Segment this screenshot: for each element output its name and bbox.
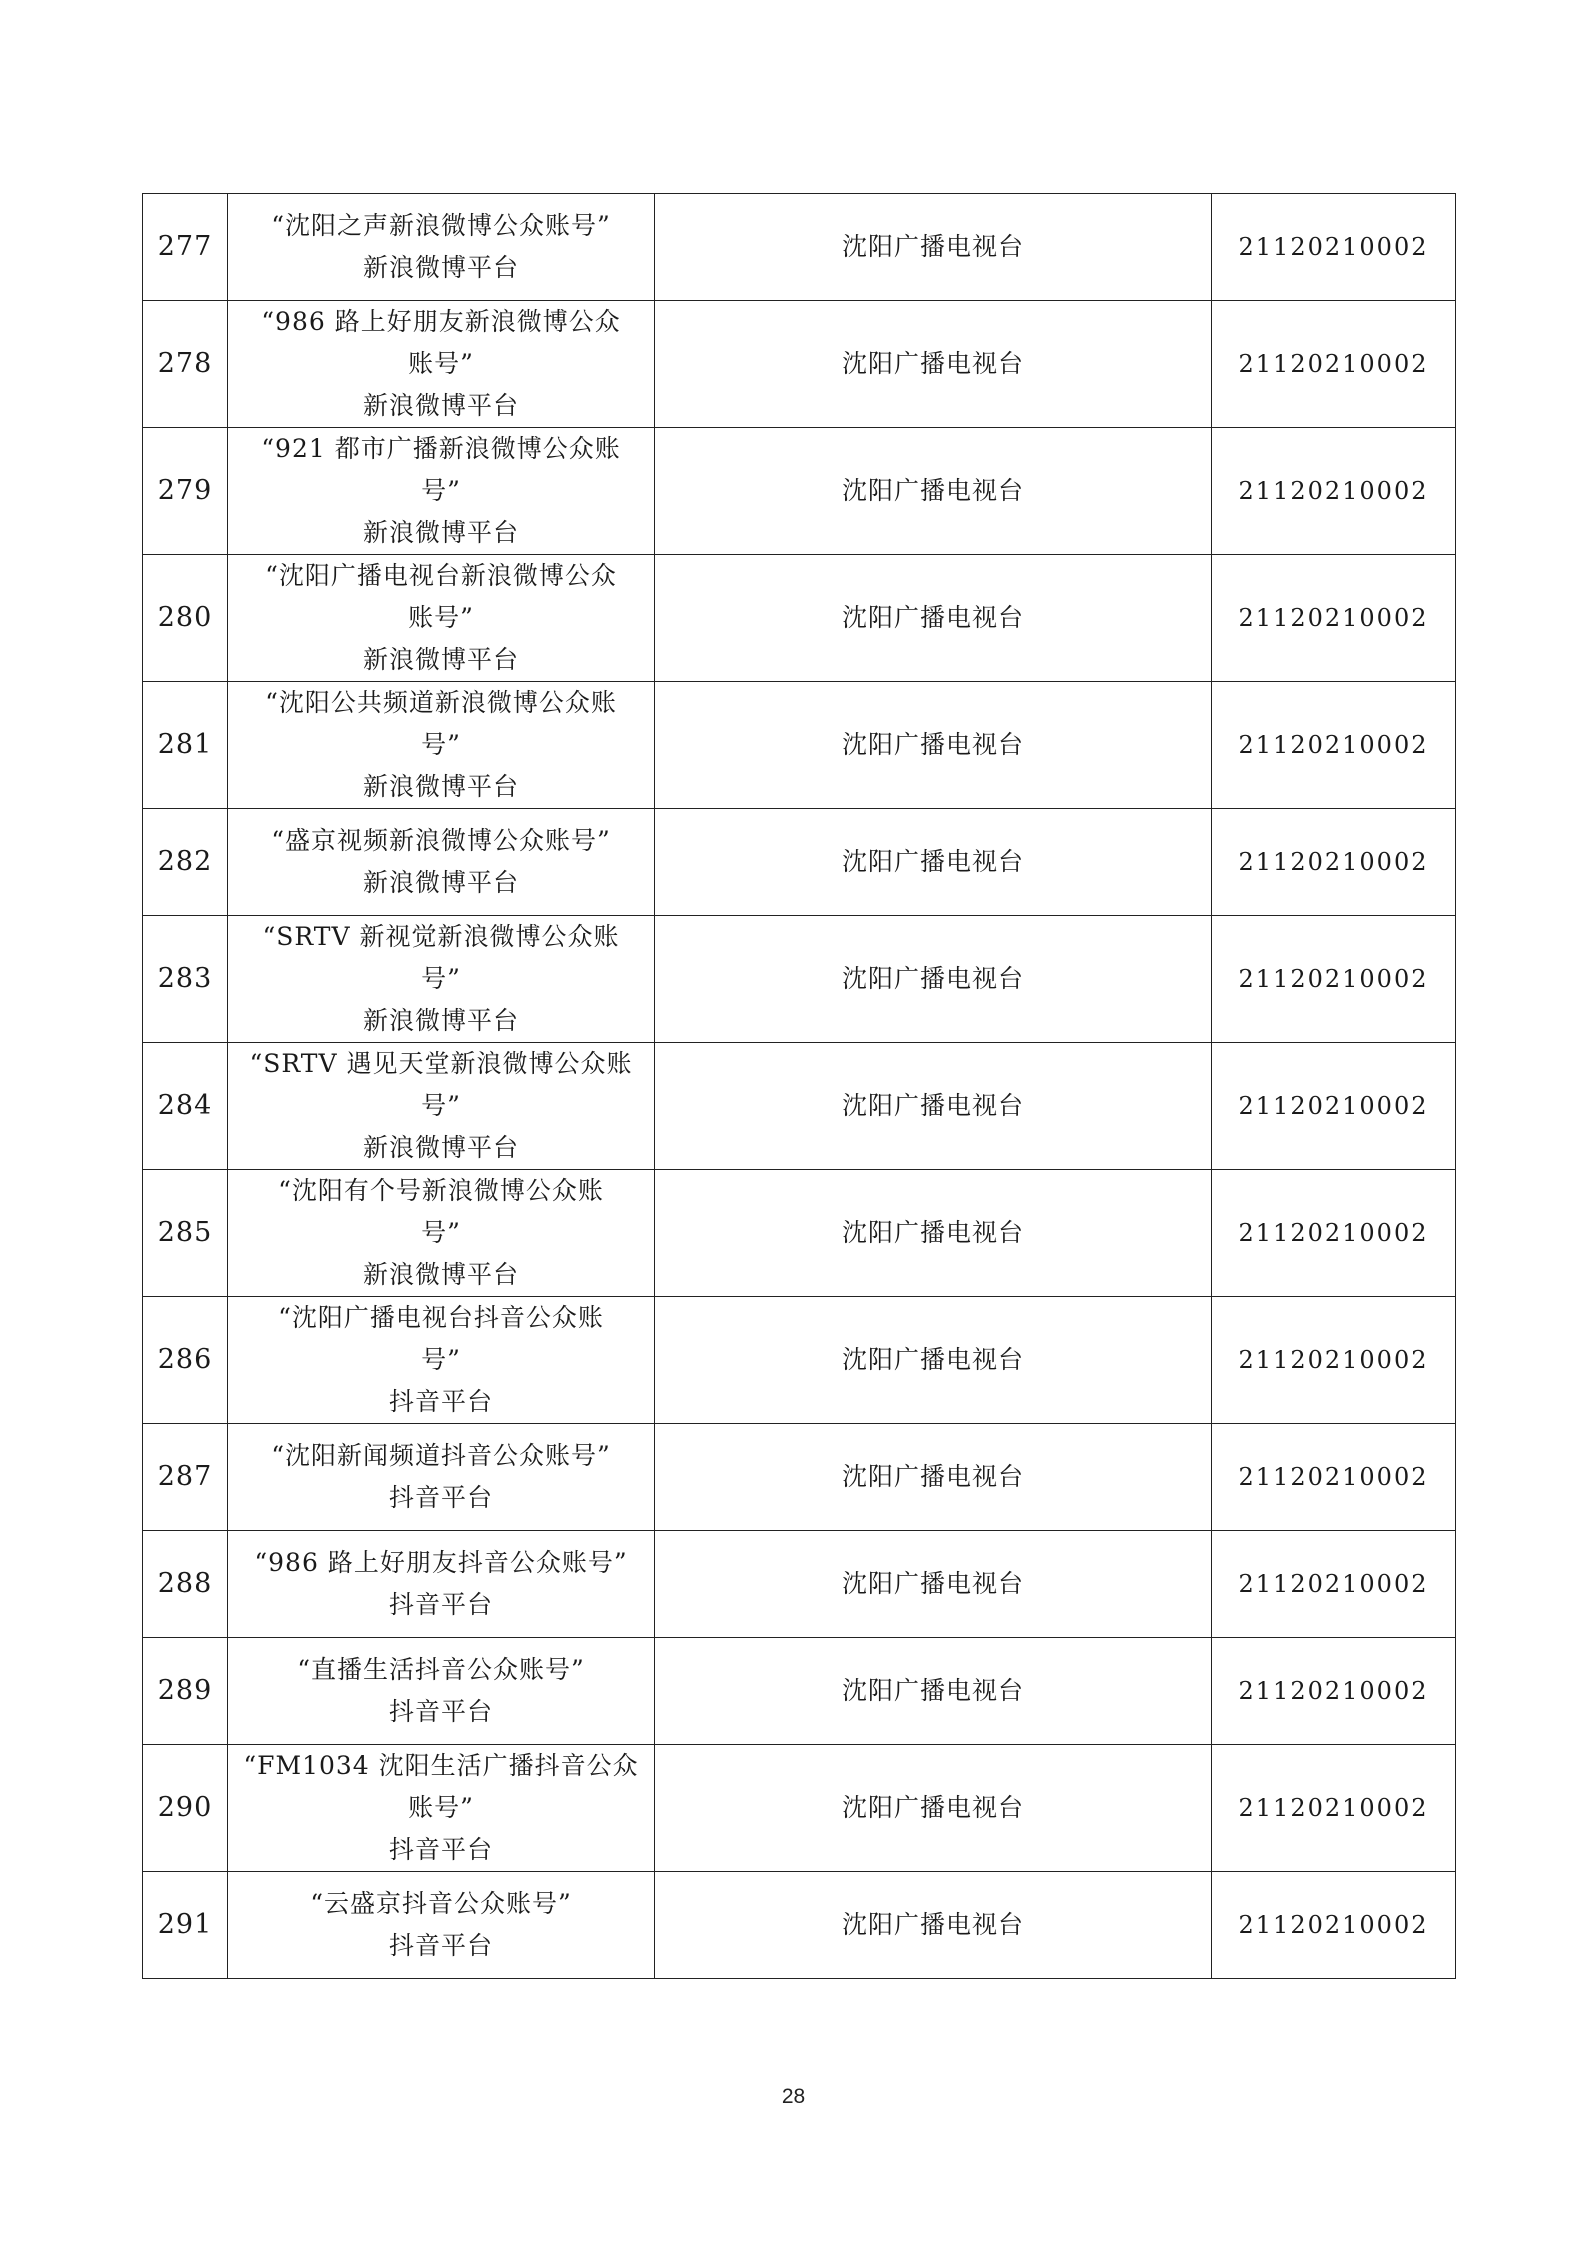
table-row	[143, 555, 1456, 682]
license-number-cell: 21120210002	[1212, 428, 1456, 555]
table-row	[143, 301, 1456, 428]
organization-cell: 沈阳广播电视台	[655, 1043, 1212, 1170]
table-row	[143, 1745, 1456, 1872]
table-row	[143, 916, 1456, 1043]
account-name-line: 号”	[421, 1218, 461, 1247]
table-row	[143, 1531, 1456, 1638]
organization-cell: 沈阳广播电视台	[655, 1170, 1212, 1297]
license-number-cell: 21120210002	[1212, 916, 1456, 1043]
organization-cell: 沈阳广播电视台	[655, 682, 1212, 809]
account-name-line: 号”	[421, 964, 461, 993]
license-number-cell: 21120210002	[1212, 809, 1456, 916]
account-name-line: 抖音平台	[388, 1931, 493, 1960]
license-number-cell: 21120210002	[1212, 682, 1456, 809]
account-name-line: 新浪微博平台	[362, 518, 519, 547]
row-number-cell: 291	[143, 1872, 228, 1979]
organization-cell: 沈阳广播电视台	[655, 1872, 1212, 1979]
license-number-cell: 21120210002	[1212, 1043, 1456, 1170]
row-number-cell: 287	[143, 1424, 228, 1531]
license-table-body	[143, 194, 1456, 1979]
account-name-line: “921 都市广播新浪微博公众账	[261, 434, 621, 463]
license-number-cell: 21120210002	[1212, 1170, 1456, 1297]
account-name-line: “SRTV 新视觉新浪微博公众账	[262, 922, 620, 951]
organization-cell: 沈阳广播电视台	[655, 301, 1212, 428]
account-name-cell	[228, 682, 655, 809]
row-number-cell: 279	[143, 428, 228, 555]
account-name-line: “SRTV 遇见天堂新浪微博公众账	[249, 1049, 633, 1078]
account-name-line: “盛京视频新浪微博公众账号”	[271, 826, 611, 855]
account-name-cell	[228, 1745, 655, 1872]
account-name-line: 新浪微博平台	[362, 391, 519, 420]
account-name-cell	[228, 916, 655, 1043]
table-row	[143, 1638, 1456, 1745]
license-number-cell: 21120210002	[1212, 1531, 1456, 1638]
account-name-cell	[228, 301, 655, 428]
account-name-line: 账号”	[408, 1793, 474, 1822]
account-name-line: 新浪微博平台	[362, 645, 519, 674]
organization-cell: 沈阳广播电视台	[655, 1424, 1212, 1531]
page-number: 28	[781, 2085, 806, 2108]
account-name-line: “沈阳公共频道新浪微博公众账	[265, 688, 617, 717]
account-name-line: “云盛京抖音公众账号”	[310, 1889, 572, 1918]
row-number-cell: 278	[143, 301, 228, 428]
account-name-line: 号”	[421, 476, 461, 505]
table-row	[143, 194, 1456, 301]
account-name-line: “沈阳广播电视台新浪微博公众	[265, 561, 617, 590]
account-name-line: “FM1034 沈阳生活广播抖音公众	[243, 1751, 639, 1780]
account-name-line: “986 路上好朋友抖音公众账号”	[254, 1548, 628, 1577]
account-name-line: “直播生活抖音公众账号”	[297, 1655, 585, 1684]
account-name-cell	[228, 555, 655, 682]
account-name-line: 抖音平台	[388, 1697, 493, 1726]
account-name-cell	[228, 1043, 655, 1170]
account-name-line: “沈阳之声新浪微博公众账号”	[271, 211, 611, 240]
account-name-line: 新浪微博平台	[362, 1260, 519, 1289]
organization-cell: 沈阳广播电视台	[655, 1297, 1212, 1424]
account-name-line: “沈阳广播电视台抖音公众账	[278, 1303, 604, 1332]
account-name-line: 抖音平台	[388, 1483, 493, 1512]
account-name-line: “986 路上好朋友新浪微博公众	[261, 307, 621, 336]
license-number-cell: 21120210002	[1212, 1638, 1456, 1745]
account-name-line: 账号”	[408, 349, 474, 378]
row-number-cell: 285	[143, 1170, 228, 1297]
account-name-line: 新浪微博平台	[362, 868, 519, 897]
account-name-cell	[228, 1872, 655, 1979]
row-number-cell: 277	[143, 194, 228, 301]
account-name-line: 抖音平台	[388, 1387, 493, 1416]
account-name-cell	[228, 1297, 655, 1424]
account-name-line: 账号”	[408, 603, 474, 632]
account-name-cell	[228, 1531, 655, 1638]
organization-cell: 沈阳广播电视台	[655, 809, 1212, 916]
table-row	[143, 1424, 1456, 1531]
row-number-cell: 283	[143, 916, 228, 1043]
organization-cell: 沈阳广播电视台	[655, 1531, 1212, 1638]
account-name-cell	[228, 194, 655, 301]
organization-cell: 沈阳广播电视台	[655, 916, 1212, 1043]
table-row	[143, 1297, 1456, 1424]
row-number-cell: 288	[143, 1531, 228, 1638]
table-row	[143, 1872, 1456, 1979]
license-number-cell: 21120210002	[1212, 301, 1456, 428]
account-name-line: 新浪微博平台	[362, 253, 519, 282]
account-name-cell	[228, 1638, 655, 1745]
account-name-cell	[228, 428, 655, 555]
account-name-line: 号”	[421, 1091, 461, 1120]
license-table	[142, 193, 1456, 1979]
row-number-cell: 284	[143, 1043, 228, 1170]
row-number-cell: 290	[143, 1745, 228, 1872]
table-row	[143, 809, 1456, 916]
account-name-line: 抖音平台	[388, 1835, 493, 1864]
row-number-cell: 289	[143, 1638, 228, 1745]
row-number-cell: 281	[143, 682, 228, 809]
row-number-cell: 280	[143, 555, 228, 682]
account-name-line: 抖音平台	[388, 1590, 493, 1619]
row-number-cell: 282	[143, 809, 228, 916]
license-number-cell: 21120210002	[1212, 1745, 1456, 1872]
account-name-cell	[228, 1170, 655, 1297]
table-row	[143, 428, 1456, 555]
license-number-cell: 21120210002	[1212, 1872, 1456, 1979]
account-name-cell	[228, 809, 655, 916]
account-name-line: 新浪微博平台	[362, 1006, 519, 1035]
account-name-line: “沈阳有个号新浪微博公众账	[278, 1176, 604, 1205]
account-name-line: “沈阳新闻频道抖音公众账号”	[271, 1441, 611, 1470]
table-row	[143, 682, 1456, 809]
organization-cell: 沈阳广播电视台	[655, 1745, 1212, 1872]
table-row	[143, 1043, 1456, 1170]
account-name-line: 号”	[421, 1345, 461, 1374]
account-name-line: 新浪微博平台	[362, 772, 519, 801]
license-number-cell: 21120210002	[1212, 1424, 1456, 1531]
row-number-cell: 286	[143, 1297, 228, 1424]
license-number-cell: 21120210002	[1212, 194, 1456, 301]
organization-cell: 沈阳广播电视台	[655, 1638, 1212, 1745]
organization-cell: 沈阳广播电视台	[655, 194, 1212, 301]
license-number-cell: 21120210002	[1212, 555, 1456, 682]
organization-cell: 沈阳广播电视台	[655, 428, 1212, 555]
account-name-cell	[228, 1424, 655, 1531]
license-number-cell: 21120210002	[1212, 1297, 1456, 1424]
organization-cell: 沈阳广播电视台	[655, 555, 1212, 682]
account-name-line: 新浪微博平台	[362, 1133, 519, 1162]
account-name-line: 号”	[421, 730, 461, 759]
table-row	[143, 1170, 1456, 1297]
